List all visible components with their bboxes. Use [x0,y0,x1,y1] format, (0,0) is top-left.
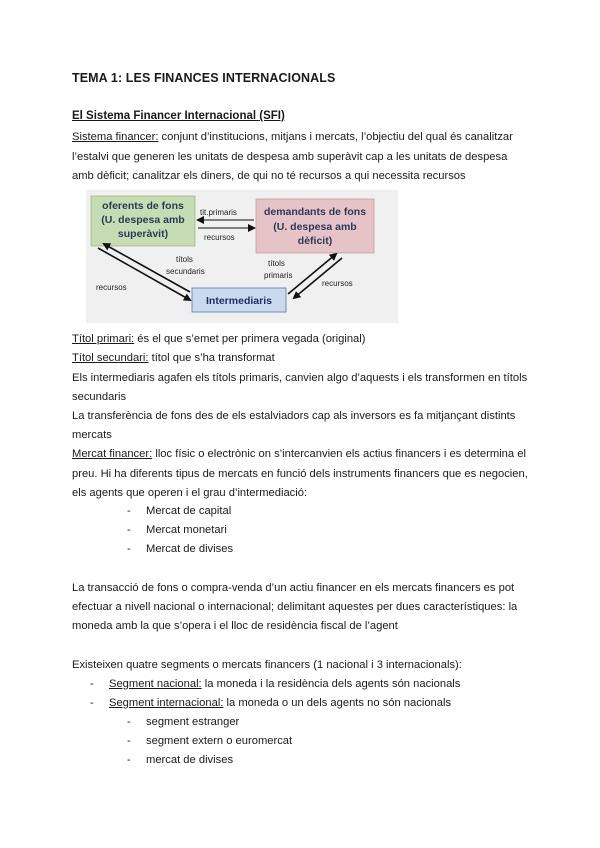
list-item: - Mercat de capital [127,505,232,517]
list-item: - segment extern o euromercat [127,735,293,747]
intermediaris-line-1: Els intermediaris agafen els títols primaris, canvien algo d’aquests i els transformen en títols [72,372,528,384]
label-recursos-left: recursos [96,283,127,292]
sistema-line-3: amb dèficit; canalitzar els diners, de qui no té recursos a qui necessita recursos [72,170,466,182]
label-titols-secundaris-1: títols [176,255,193,264]
mercat-financer-line-3: els agents que operen i el grau d’intermediació: [72,487,308,499]
list-item: - segment estranger [127,716,240,728]
list-item: - Mercat de divises [127,543,234,555]
oferents-line-3: superàvit) [117,228,169,240]
section-title: El Sistema Financer Internacional (SFI) [72,110,285,122]
sistema-line-2: l’estalvi que generen les unitats de despesa amb superàvit cap a les unitats de despesa [72,151,508,163]
label-recursos-right: recursos [322,279,353,288]
titol-secundari-line: Títol secundari: títol que s’ha transformat [72,352,275,364]
page-title: TEMA 1: LES FINANCES INTERNACIONALS [72,71,336,85]
label-titols-secundaris-2: secundaris [166,267,205,276]
label-tit-primaris: tit.primaris [200,208,237,217]
demandants-line-1: demandants de fons [263,206,367,218]
segment-nacional-term: Segment nacional: [109,678,202,690]
mercat-financer-line-1: Mercat financer: lloc físic o electrònic on s’intercanvien els actius financers i es determina el [72,448,526,460]
label-recursos-top: recursos [204,233,235,242]
segment-internacional-item: - Segment internacional: la moneda o un dels agents no són nacionals [90,697,452,709]
demandants-line-3: dèficit) [297,235,333,247]
transferencia-line-2: mercats [72,429,112,441]
mercat-financer-line-2: preu. Hi ha diferents tipus de mercats en funció dels instruments financers que es negocien, [72,468,528,480]
titol-secundari-term: Títol secundari: [72,352,149,364]
sfi-diagram [86,190,398,323]
transaccio-line-1: La transacció de fons o compra-venda d’un actiu financer en els mercats financers es pot [72,582,515,594]
sfi-diagram-svg [86,190,398,323]
intermediaris-line-2: secundaris [72,391,127,403]
titol-primari-line: Títol primari: és el que s’emet per primera vegada (original) [72,333,366,345]
label-titols-primaris-2: primaris [264,271,293,280]
intermediaris-label: Intermediaris [206,295,272,307]
sistema-line-1: Sistema financer: conjunt d’institucions, mitjans i mercats, l’objectiu del qual és canalitzar [72,131,513,143]
demandants-line-2: (U. despesa amb [273,221,357,233]
segments-intro: Existeixen quatre segments o mercats financers (1 nacional i 3 internacionals): [72,659,462,671]
list-item: - Mercat monetari [127,524,227,536]
list-item: - mercat de divises [127,754,234,766]
segment-nacional-item: - Segment nacional: la moneda i la residència dels agents són nacionals [90,678,461,690]
sistema-term: Sistema financer: [72,131,159,143]
oferents-line-2: (U. despesa amb [101,214,185,226]
transaccio-line-3: moneda amb la que s’opera i el lloc de residència fiscal de l’agent [72,620,398,632]
titol-primari-term: Títol primari: [72,333,135,345]
segment-internacional-term: Segment internacional: [109,697,224,709]
transaccio-line-2: efectuar a nivell nacional o internacional; delimitant aquestes per dues característiques: la [72,601,518,613]
oferents-line-1: oferents de fons [102,200,184,212]
label-titols-primaris-1: títols [268,259,285,268]
mercat-financer-term: Mercat financer: [72,448,153,460]
transferencia-line-1: La transferència de fons des de els estalviadors cap als inversors es fa mitjançant distints [72,410,516,422]
